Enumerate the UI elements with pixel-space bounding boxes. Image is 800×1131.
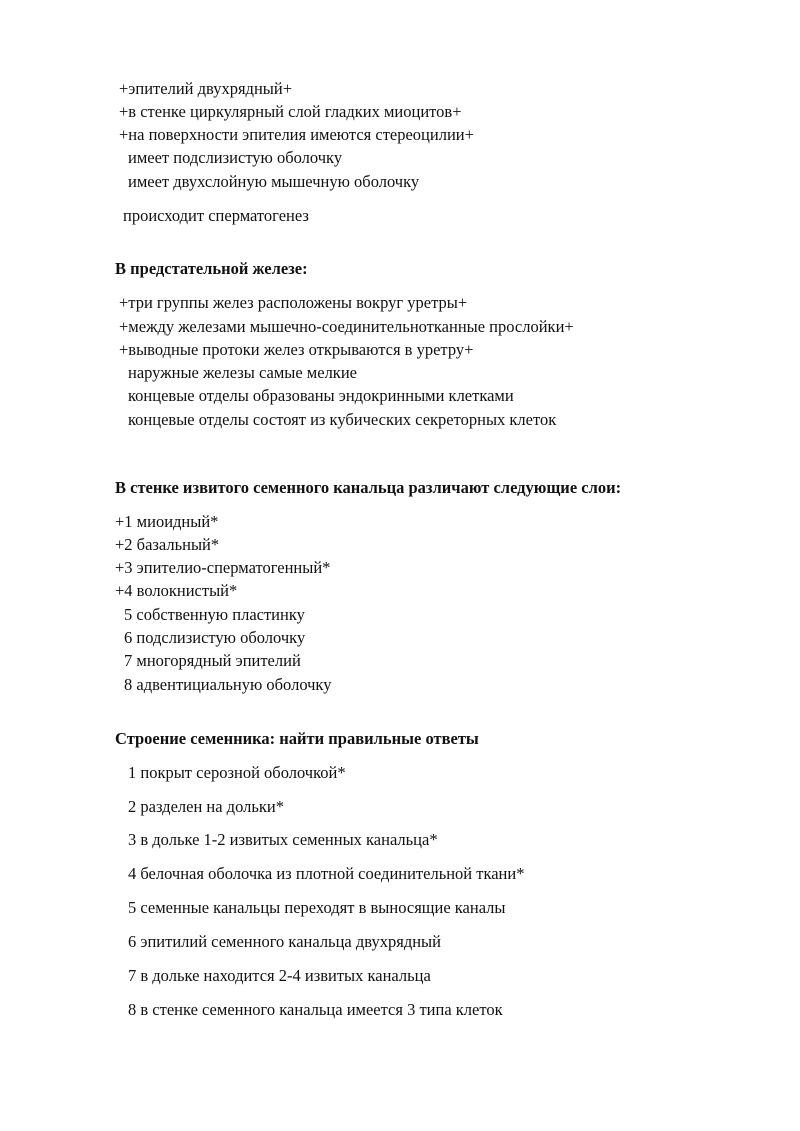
list-item: +между железами мышечно-соединительнотканные прослойки+ [119,317,574,336]
list-item: 1 покрыт серозной оболочкой* [128,763,346,782]
list-item: 8 адвентициальную оболочку [124,675,332,694]
list-item: +три группы желез расположены вокруг уретры+ [119,293,468,312]
list-item: 2 разделен на дольки* [128,797,284,816]
list-item: концевые отделы состоят из кубических секреторных клеток [128,410,557,429]
list-item: +на поверхности эпителия имеются стереоцилии+ [119,125,474,144]
list-item: +3 эпителио-сперматогенный* [115,558,331,577]
list-item: 8 в стенке семенного канальца имеется 3 типа клеток [128,1000,503,1019]
list-item: +4 волокнистый* [115,581,238,600]
list-item: 4 белочная оболочка из плотной соединительной ткани* [128,864,525,883]
list-item: +выводные протоки желез открываются в уретру+ [119,340,474,359]
list-item: концевые отделы образованы эндокринными клетками [128,386,514,405]
list-item: +в стенке циркулярный слой гладких миоцитов+ [119,102,462,121]
list-item: наружные железы самые мелкие [128,363,357,382]
list-item: 5 семенные канальцы переходят в выносящие каналы [128,898,506,917]
list-item: имеет подслизистую оболочку [128,148,343,167]
list-item: 6 эпитилий семенного канальца двухрядный [128,932,441,951]
section-heading: В предстательной железе: [115,259,308,278]
list-item: происходит сперматогенез [123,206,309,225]
list-item: 5 собственную пластинку [124,605,305,624]
list-item: +2 базальный* [115,535,220,554]
list-item: имеет двухслойную мышечную оболочку [128,172,420,191]
list-item: 7 многорядный эпителий [124,651,301,670]
list-item: +эпителий двухрядный+ [119,79,293,98]
list-item: +1 миоидный* [115,512,219,531]
list-item: 7 в дольке находится 2-4 извитых канальца [128,966,431,985]
list-item: 6 подслизистую оболочку [124,628,306,647]
section-heading: Строение семенника: найти правильные ответы [115,729,479,748]
list-item: 3 в дольке 1-2 извитых семенных канальца* [128,830,438,849]
section-heading: В стенке извитого семенного канальца различают следующие слои: [115,478,622,497]
